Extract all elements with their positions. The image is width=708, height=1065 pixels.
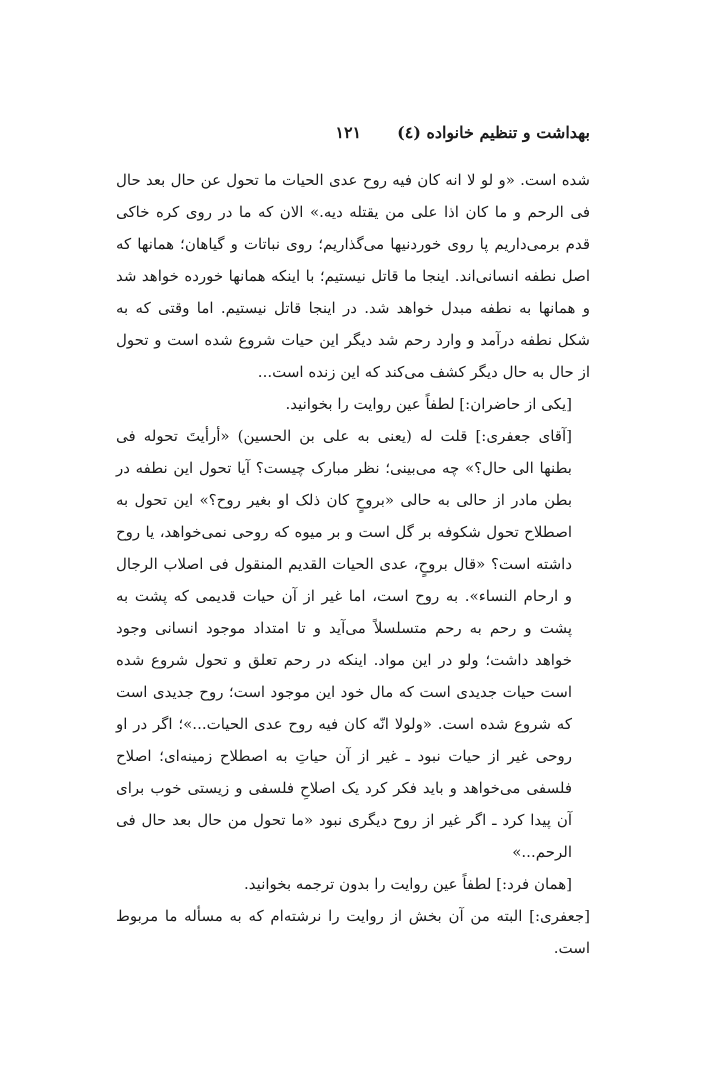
- body-text: [116, 164, 590, 964]
- header-title: بهداشت و تنظیم خانواده (٤): [397, 122, 590, 142]
- running-header: [120, 118, 590, 146]
- paragraph: [آقای جعفری:] قلت له (یعنی به علی بن الحسین) «أرأیتَ تحوله فی بطنها الی حال؟» چه می‌بینی؛ نظر مبارک چیست؟ آیا تحول این نطفه در بطن مادر از حالی به حالی «بروحٍ کان ذلک او بغیر روح؟» این تحول به اصطلاح تحول شکوفه بر گل است و بر میوه که روحی نمی‌خواهد، یا روح داشته است؟ «قال بروحٍ، عدی الحیات القدیم المنقول فی اصلاب الرجال و ارحام النساء». به روح است، اما غیر از آن حیات قدیمی که پشت به پشت و رحم به رحم متسلسلاً می‌آید و تا امتداد موجود انسانی وجود خواهد داشت؛ ولو در این مواد. اینکه در رحم تعلق و تحول شروع شده است حیات جدیدی است که مال خود این موجود است؛ روح جدیدی است که شروع شده است. «ولولا انّه کان فیه روح عدی الحیات...»؛ اگر در او روحی غیر از حیات نبود ـ غیر از آن حیاتِ به اصطلاح زمینه‌ای؛ اصلاح فلسفی می‌خواهد و باید فکر کرد یک اصلاحِ فلسفی و زیستی خوب برای آن پیدا کرد ـ اگر غیر از روح دیگری نبود «ما تحول من حال بعد حال فی الرحم...»: [116, 427, 572, 861]
- paragraph: [جعفری:] البته من آن بخش از روایت را نرشته‌ام که به مسأله ما مربوط است.: [116, 907, 590, 957]
- page-number: ١٢١: [335, 122, 362, 142]
- paragraph: [یکی از حاضران:] لطفاً عین روایت را بخوانید.: [285, 395, 572, 413]
- paragraph: شده است. «و لو لا انه کان فیه روح عدی الحیات ما تحول عن حال بعد حال فی الرحم و ما کان اذا علی من یقتله دیه.» الان که ما در روی کره خاکی قدم برمی‌داریم پا روی خوردنیها می‌گذاریم؛ روی نباتات و گیاهان؛ همانها که اصل نطفه انسانی‌اند. اینجا ما قاتل نیستیم؛ با اینکه همانها خورده خواهد شد و همانها به نطفه مبدل خواهد شد. در اینجا قاتل نیستیم. اما وقتی که به شکل نطفه درآمد و وارد رحم شد دیگر این حیات شروع شده است و تحول از حال به حال دیگر کشف می‌کند که این زنده است...: [116, 171, 590, 381]
- paragraph: [همان فرد:] لطفاً عین روایت را بدون ترجمه بخوانید.: [244, 875, 572, 893]
